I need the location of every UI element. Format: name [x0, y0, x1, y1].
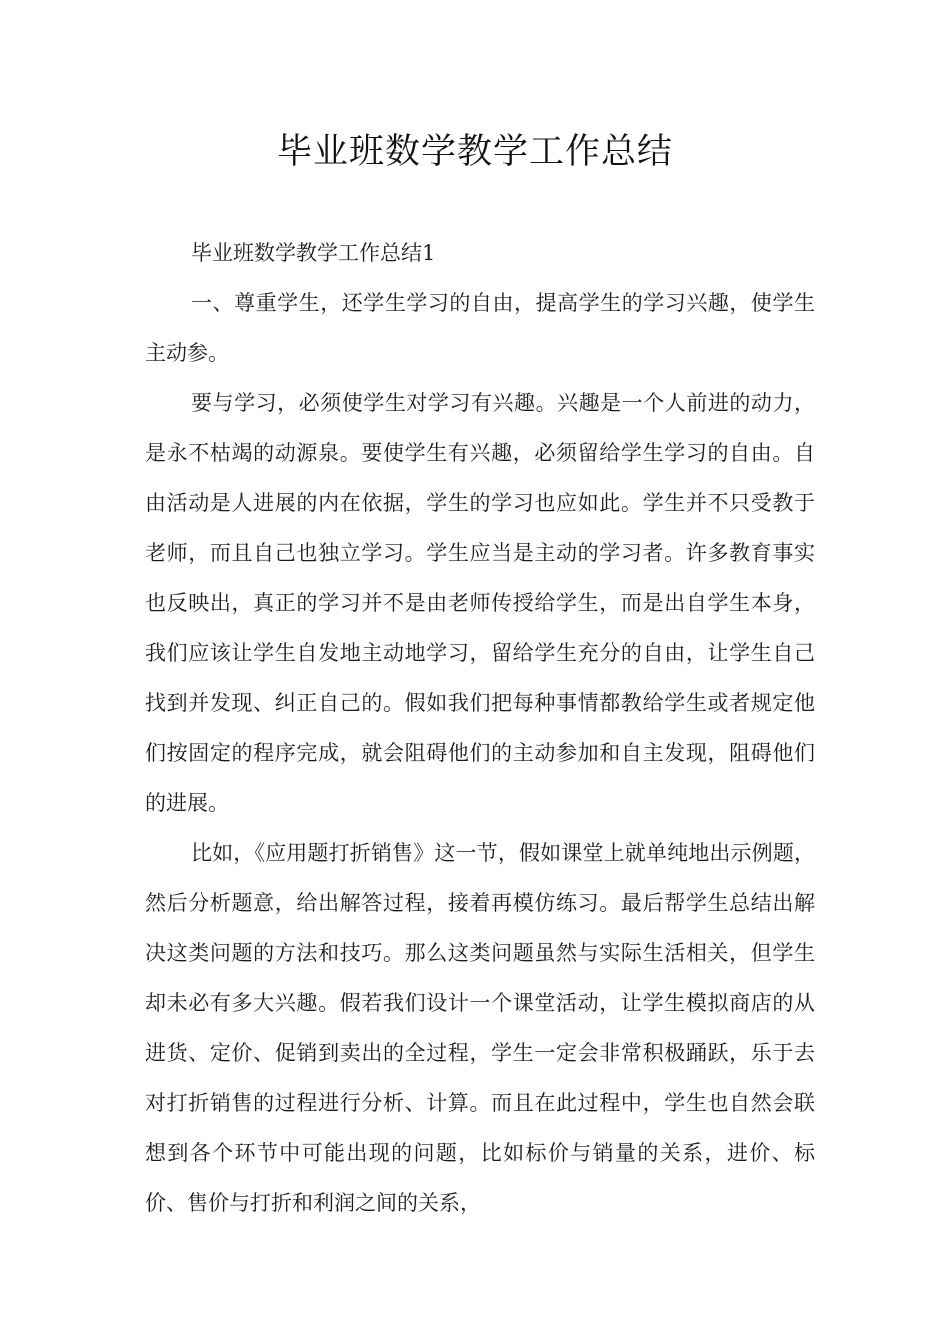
- paragraph-3: 比如，《应用题打折销售》这一节，假如课堂上就单纯地出示例题，然后分析题意，给出解答过程，接着再模仿练习。最后帮学生总结出解决这类问题的方法和技巧。那么这类问题虽然与实际生活相关，但学生却未必有多大兴趣。假若我们设计一个课堂活动，让学生模拟商店的从进货、定价、促销到卖出的全过程，学生一定会非常积极踊跃，乐于去对打折销售的过程进行分析、计算。而且在此过程中，学生也自然会联想到各个环节中可能出现的问题，比如标价与销量的关系，进价、标价、售价与打折和利润之间的关系，: [145, 841, 815, 1215]
- paragraph-subtitle: 毕业班数学教学工作总结1: [191, 241, 436, 265]
- paragraph-1: 一、尊重学生，还学生学习的自由，提高学生的学习兴趣，使学生主动参。: [145, 291, 815, 365]
- paragraph-2: 要与学习，必须使学生对学习有兴趣。兴趣是一个人前进的动力，是永不枯竭的动源泉。要使学生有兴趣，必须留给学生学习的自由。自由活动是人进展的内在依据，学生的学习也应如此。学生并不只受教于老师，而且自己也独立学习。学生应当是主动的学习者。许多教育事实也反映出，真正的学习并不是由老师传授给学生，而是出自学生本身，我们应该让学生自发地主动地学习，留给学生充分的自由，让学生自己找到并发现、纠正自己的。假如我们把每种事情都教给学生或者规定他们按固定的程序完成，就会阻碍他们的主动参加和自主发现，阻碍他们的进展。: [145, 391, 815, 815]
- document-body: [145, 228, 815, 1228]
- document-title: 毕业班数学教学工作总结: [276, 132, 673, 172]
